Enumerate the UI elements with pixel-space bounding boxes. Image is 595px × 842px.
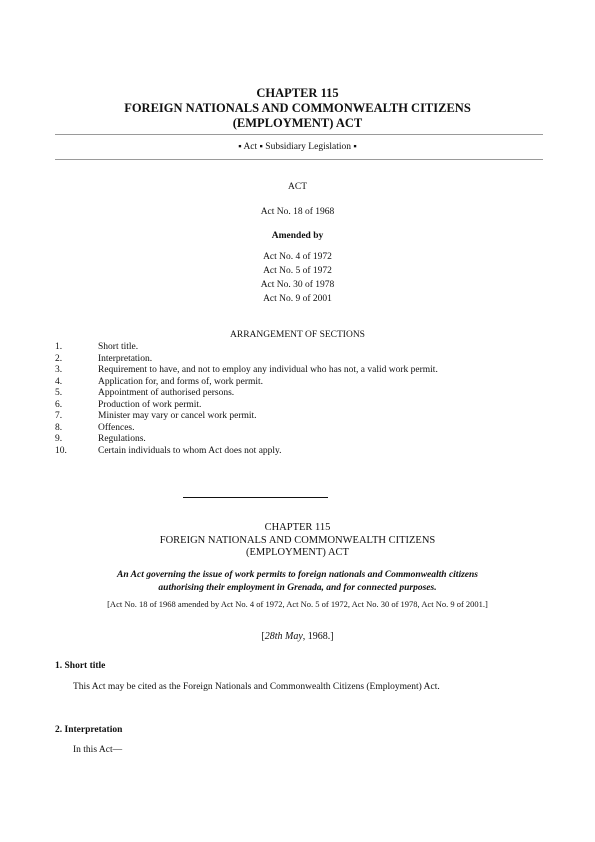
header-divider (55, 134, 543, 135)
section-number: 3. (55, 365, 63, 375)
section-title: Certain individuals to whom Act does not apply. (98, 445, 282, 456)
body-chapter-title-line1: FOREIGN NATIONALS AND COMMONWEALTH CITIZENS (159, 534, 436, 546)
arrangement-item[interactable] (55, 411, 455, 423)
amendment-item: Act No. 4 of 1972 (263, 252, 332, 262)
section-number: 7. (55, 411, 63, 421)
section-number: 9. (55, 434, 63, 444)
arrangement-item[interactable] (55, 354, 455, 366)
arrangement-item[interactable] (55, 377, 455, 389)
arrangement-heading: ARRANGEMENT OF SECTIONS (230, 330, 365, 340)
section-title: Requirement to have, and not to employ any individual who has not, a valid work permit. (98, 365, 438, 375)
legislation-nav (0, 140, 595, 154)
section-number: 1. (55, 342, 63, 352)
body-chapter-number: CHAPTER 115 (264, 522, 331, 533)
long-title: An Act governing the issue of work permits to foreign nationals and Commonwealth citizens authorising their employment in Grenada, and for connected purposes. (117, 570, 478, 593)
section-2-text: In this Act— (73, 745, 123, 755)
chapter-header (0, 86, 595, 131)
body-chapter-title-line2: (EMPLOYMENT) ACT (246, 547, 349, 558)
section-title: Minister may vary or cancel work permit. (98, 411, 257, 421)
act-heading: ACT (288, 182, 307, 192)
section-number: 5. (55, 388, 63, 398)
section-title: Regulations. (98, 434, 146, 444)
bullet-icon: ▪ (259, 142, 263, 152)
nav-divider (55, 159, 543, 160)
arrangement-item[interactable] (55, 446, 455, 458)
arrangement-item[interactable] (55, 400, 455, 412)
section-1-heading: 1. Short title (55, 661, 106, 671)
section-number: 2. (55, 353, 63, 364)
arrangement-item[interactable] (55, 434, 455, 446)
date-italic: 28th May (264, 631, 303, 642)
section-title: Appointment of authorised persons. (98, 388, 235, 398)
date-rest: , 1968.] (302, 631, 334, 642)
act-number: Act No. 18 of 1968 (260, 207, 335, 217)
section-1-text: This Act may be cited as the Foreign Nationals and Commonwealth Citizens (Employment) Act. (73, 682, 440, 692)
chapter-title-line2: (EMPLOYMENT) ACT (232, 116, 363, 130)
arrangement-item[interactable] (55, 423, 455, 435)
arrangement-item[interactable] (55, 342, 455, 354)
commencement-date (0, 631, 595, 642)
section-title: Interpretation. (98, 353, 153, 364)
section-title: Short title. (98, 342, 139, 352)
chapter-title-line1: FOREIGN NATIONALS AND COMMONWEALTH CITIZENS (124, 101, 471, 115)
section-number: 4. (55, 376, 63, 387)
arrangement-list (55, 342, 455, 457)
arrangement-item[interactable] (55, 388, 455, 400)
arrangement-item[interactable] (55, 365, 455, 377)
section-number: 6. (55, 399, 63, 410)
body-chapter-header (0, 522, 595, 560)
section-2-heading: 2. Interpretation (55, 725, 123, 735)
amendment-item: Act No. 5 of 1972 (263, 266, 332, 276)
amendment-item: Act No. 30 of 1978 (260, 280, 335, 290)
date-open-bracket: [ (261, 631, 265, 642)
amendment-citation: [Act No. 18 of 1968 amended by Act No. 4 of 1972, Act No. 5 of 1972, Act No. 30 of 1978, Act No. 9 of 2001.] (107, 599, 488, 609)
bullet-icon: ▪ (238, 142, 242, 152)
section-title: Application for, and forms of, work permit. (98, 376, 264, 387)
section-title: Production of work permit. (98, 399, 202, 410)
amendment-list (0, 250, 595, 306)
bullet-icon: ▪ (353, 142, 357, 152)
chapter-number: CHAPTER 115 (256, 86, 339, 100)
section-number: 10. (55, 445, 67, 456)
amended-by-label: Amended by (271, 231, 324, 241)
nav-link-act[interactable]: Act (243, 142, 258, 152)
section-title: Offences. (98, 422, 135, 433)
amendment-item: Act No. 9 of 2001 (263, 294, 332, 304)
nav-link-subsidiary-legislation[interactable]: Subsidiary Legislation (265, 142, 352, 152)
section-divider (183, 497, 328, 498)
section-number: 8. (55, 422, 63, 433)
